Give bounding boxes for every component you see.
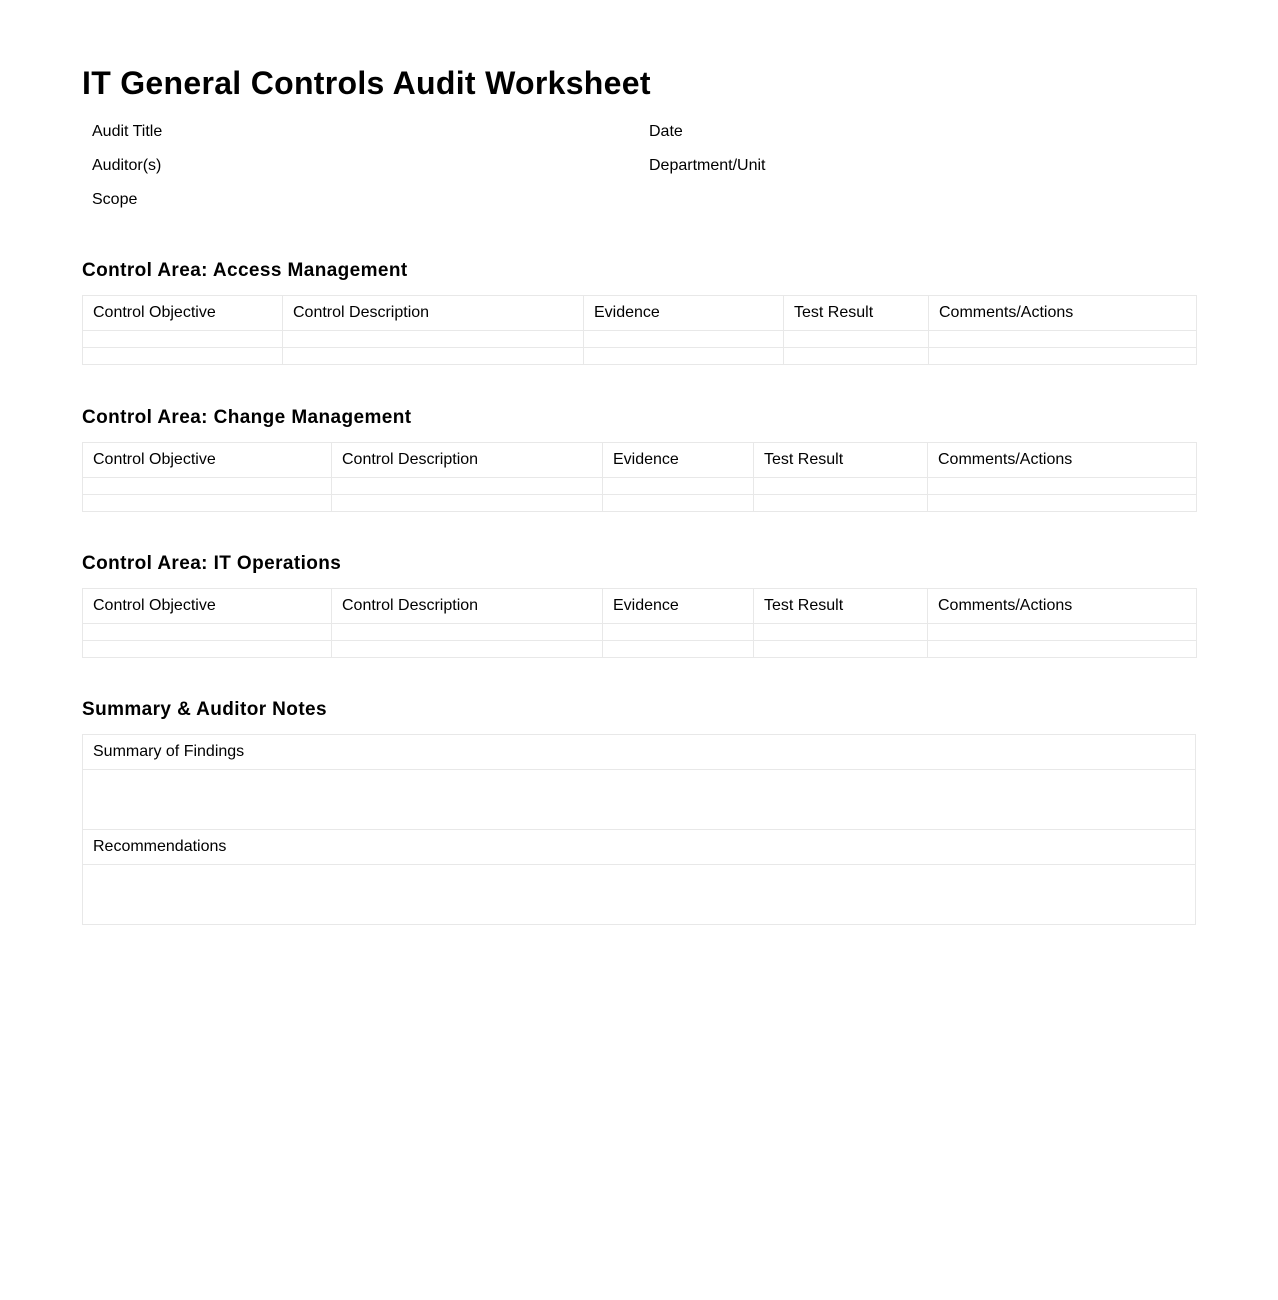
summary-of-findings-label: Summary of Findings	[83, 735, 1196, 770]
page-title: IT General Controls Audit Worksheet	[82, 65, 651, 101]
column-header-control-description: Control Description	[332, 589, 603, 624]
column-header-evidence: Evidence	[603, 443, 754, 478]
cell-evidence[interactable]	[603, 641, 754, 658]
table-row	[83, 478, 1197, 495]
cell-control-objective[interactable]	[83, 331, 283, 348]
cell-test-result[interactable]	[754, 624, 928, 641]
cell-control-description[interactable]	[283, 331, 584, 348]
recommendations-label-row	[83, 830, 1196, 865]
section-heading: Control Area: Change Management	[82, 407, 412, 428]
table-row	[83, 331, 1197, 348]
summary-input-row	[83, 770, 1196, 830]
cell-control-objective[interactable]	[83, 348, 283, 365]
table-row	[83, 641, 1197, 658]
cell-control-objective[interactable]	[83, 624, 332, 641]
cell-comments-actions[interactable]	[928, 495, 1197, 512]
summary-label-row	[83, 735, 1196, 770]
scope-field[interactable]: Scope	[92, 191, 138, 208]
cell-control-description[interactable]	[332, 624, 603, 641]
column-header-evidence: Evidence	[584, 296, 784, 331]
cell-test-result[interactable]	[784, 331, 929, 348]
summary-notes-table	[82, 734, 1196, 925]
cell-comments-actions[interactable]	[928, 641, 1197, 658]
cell-test-result[interactable]	[754, 495, 928, 512]
column-header-control-objective: Control Objective	[83, 443, 332, 478]
section-heading: Control Area: Access Management	[82, 260, 408, 281]
cell-comments-actions[interactable]	[928, 478, 1197, 495]
table-header-row	[83, 443, 1197, 478]
auditors-field[interactable]: Auditor(s)	[92, 157, 162, 174]
cell-test-result[interactable]	[754, 478, 928, 495]
column-header-control-objective: Control Objective	[83, 296, 283, 331]
cell-control-objective[interactable]	[83, 641, 332, 658]
table-row	[83, 624, 1197, 641]
cell-test-result[interactable]	[784, 348, 929, 365]
cell-comments-actions[interactable]	[929, 331, 1197, 348]
column-header-comments-actions: Comments/Actions	[928, 443, 1197, 478]
cell-control-description[interactable]	[283, 348, 584, 365]
cell-evidence[interactable]	[603, 495, 754, 512]
change-management-table	[82, 442, 1197, 512]
cell-control-objective[interactable]	[83, 495, 332, 512]
column-header-test-result: Test Result	[754, 589, 928, 624]
recommendations-label: Recommendations	[83, 830, 1196, 865]
recommendations-field[interactable]	[83, 865, 1196, 925]
it-operations-table	[82, 588, 1197, 658]
section-it-operations	[82, 551, 1196, 658]
column-header-comments-actions: Comments/Actions	[929, 296, 1197, 331]
cell-control-objective[interactable]	[83, 478, 332, 495]
cell-control-description[interactable]	[332, 478, 603, 495]
cell-control-description[interactable]	[332, 641, 603, 658]
cell-comments-actions[interactable]	[929, 348, 1197, 365]
recommendations-input-row	[83, 865, 1196, 925]
table-row	[83, 348, 1197, 365]
department-unit-field[interactable]: Department/Unit	[649, 157, 766, 174]
cell-evidence[interactable]	[584, 348, 784, 365]
audit-title-field[interactable]: Audit Title	[92, 123, 163, 140]
table-header-row	[83, 589, 1197, 624]
column-header-evidence: Evidence	[603, 589, 754, 624]
section-heading: Control Area: IT Operations	[82, 553, 342, 574]
date-field[interactable]: Date	[649, 123, 683, 140]
section-change-management	[82, 405, 1196, 512]
access-management-table	[82, 295, 1197, 365]
cell-comments-actions[interactable]	[928, 624, 1197, 641]
cell-control-description[interactable]	[332, 495, 603, 512]
column-header-control-objective: Control Objective	[83, 589, 332, 624]
column-header-test-result: Test Result	[754, 443, 928, 478]
cell-test-result[interactable]	[754, 641, 928, 658]
cell-evidence[interactable]	[584, 331, 784, 348]
column-header-control-description: Control Description	[283, 296, 584, 331]
section-access-management	[82, 258, 1196, 365]
table-header-row	[83, 296, 1197, 331]
cell-evidence[interactable]	[603, 624, 754, 641]
cell-evidence[interactable]	[603, 478, 754, 495]
table-row	[83, 495, 1197, 512]
section-heading: Summary & Auditor Notes	[82, 699, 327, 720]
summary-of-findings-field[interactable]	[83, 770, 1196, 830]
column-header-test-result: Test Result	[784, 296, 929, 331]
section-summary-notes	[82, 697, 1196, 925]
column-header-comments-actions: Comments/Actions	[928, 589, 1197, 624]
column-header-control-description: Control Description	[332, 443, 603, 478]
